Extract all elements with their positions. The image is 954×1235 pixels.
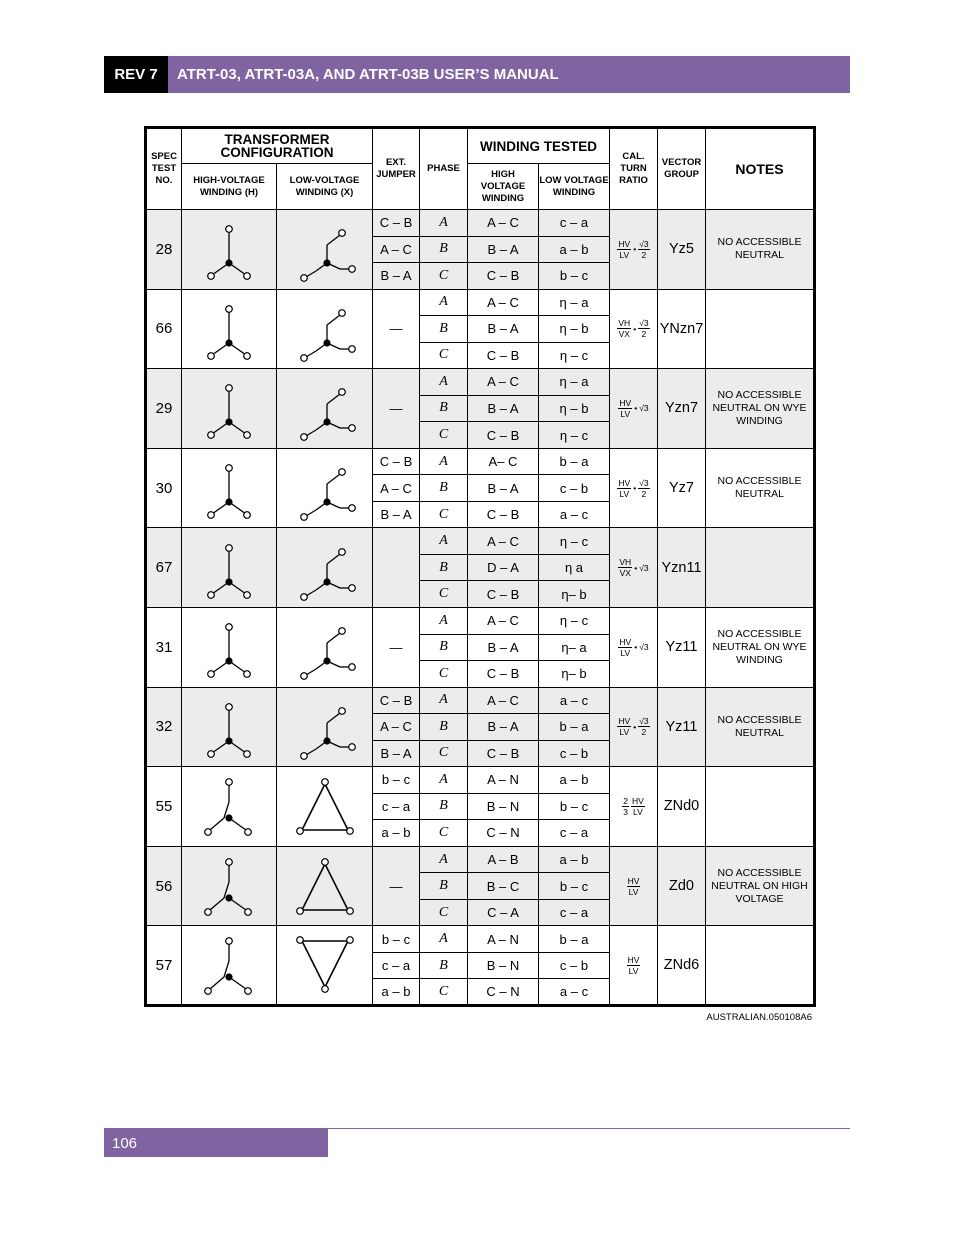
lv-winding-tested: η – c — [539, 342, 610, 369]
hv-winding-tested: A – N — [468, 767, 539, 794]
spec-test-number: 32 — [146, 687, 182, 767]
phase-cell: B — [420, 634, 468, 661]
phase-cell: C — [420, 740, 468, 767]
ratio-voltage-fraction: HV LV — [631, 795, 644, 817]
turn-ratio-formula: VH VX • √3 2 — [618, 318, 649, 340]
notes-cell: NO ACCESSIBLE NEUTRAL ON WYE WINDING — [706, 369, 815, 449]
lv-winding-diagram — [277, 369, 373, 449]
phase-cell: C — [420, 422, 468, 449]
ext-jumper-cell: c – a — [373, 793, 420, 820]
ratio-voltage-fraction: HV LV — [619, 397, 632, 419]
ext-jumper-cell: A – C — [373, 475, 420, 502]
turn-ratio-formula: VH VX • √3 — [619, 557, 649, 579]
ratio-voltage-fraction: HV LV — [627, 875, 640, 897]
col-cal-turn-ratio: CAL. TURN RATIO — [610, 128, 658, 210]
hv-winding-tested: B – C — [468, 873, 539, 900]
turn-ratio-formula: HV LV • √3 2 — [618, 477, 649, 499]
hv-winding-tested: A – C — [468, 369, 539, 396]
spec-test-number: 57 — [146, 926, 182, 1006]
phase-cell: A — [420, 767, 468, 794]
vector-group-cell: Yz11 — [658, 687, 706, 767]
ext-jumper-cell — [373, 528, 420, 608]
lv-winding-tested: b – c — [539, 873, 610, 900]
col-high-voltage-winding: HIGH VOLTAGE WINDING — [468, 164, 539, 210]
ext-jumper-cell: A – C — [373, 714, 420, 741]
lv-winding-diagram — [277, 607, 373, 687]
notes-cell: NO ACCESSIBLE NEUTRAL ON WYE WINDING — [706, 607, 815, 687]
ext-jumper-cell: B – A — [373, 263, 420, 290]
lv-winding-diagram — [277, 210, 373, 290]
spec-test-number: 56 — [146, 846, 182, 926]
turn-ratio-formula — [610, 955, 657, 976]
phase-cell: B — [420, 316, 468, 343]
turn-ratio-formula — [610, 796, 657, 817]
lv-winding-tested: a – b — [539, 767, 610, 794]
phase-cell: A — [420, 687, 468, 714]
phase-cell: A — [420, 607, 468, 634]
lv-winding-tested: η– a — [539, 634, 610, 661]
turn-ratio-cell — [610, 528, 658, 608]
hv-winding-diagram — [182, 210, 277, 290]
notes-cell — [706, 289, 815, 369]
table-row — [146, 926, 815, 953]
col-notes: NOTES — [706, 128, 815, 210]
ratio-root: √3 — [639, 642, 649, 653]
hv-winding-tested: A – C — [468, 687, 539, 714]
col-spec-test-no: SPEC TEST NO. — [146, 128, 182, 210]
turn-ratio-cell — [610, 687, 658, 767]
lv-winding-diagram — [277, 767, 373, 847]
ratio-voltage-fraction: HV LV — [619, 636, 632, 658]
lv-winding-tested: η– b — [539, 581, 610, 608]
hv-winding-tested: B – A — [468, 395, 539, 422]
vector-group-cell: Yz7 — [658, 448, 706, 528]
hv-winding-diagram — [182, 607, 277, 687]
ratio-root: √3 — [639, 403, 649, 414]
manual-title: ATRT-03, ATRT-03A, AND ATRT-03B USER’S MANUAL — [168, 56, 850, 93]
lv-winding-tested: a – b — [539, 236, 610, 263]
lv-winding-tested: b – a — [539, 448, 610, 475]
ratio-root: √3 — [639, 562, 649, 573]
lv-winding-tested: η– b — [539, 661, 610, 688]
lv-winding-tested: η – a — [539, 289, 610, 316]
vector-group-table — [144, 126, 816, 1007]
table-row — [146, 767, 815, 794]
ext-jumper-cell: a – b — [373, 979, 420, 1006]
ext-jumper-cell: a – b — [373, 820, 420, 847]
spec-test-number: 31 — [146, 607, 182, 687]
turn-ratio-cell — [610, 846, 658, 926]
vector-group-cell: Yz11 — [658, 607, 706, 687]
spec-test-number: 66 — [146, 289, 182, 369]
phase-cell: B — [420, 873, 468, 900]
lv-winding-tested: η – b — [539, 395, 610, 422]
table-row — [146, 687, 815, 714]
spec-test-number: 30 — [146, 448, 182, 528]
phase-cell: C — [420, 263, 468, 290]
hv-winding-tested: C – B — [468, 501, 539, 528]
hv-winding-tested: B – A — [468, 236, 539, 263]
ratio-root-fraction: √3 2 — [639, 477, 649, 499]
hv-winding-tested: C – B — [468, 342, 539, 369]
phase-cell: C — [420, 820, 468, 847]
ext-jumper-cell: — — [373, 369, 420, 449]
table-row — [146, 210, 815, 237]
hv-winding-tested: A – N — [468, 926, 539, 953]
phase-cell: B — [420, 793, 468, 820]
col-ext-jumper: EXT. JUMPER — [373, 128, 420, 210]
phase-cell: A — [420, 210, 468, 237]
ext-jumper-cell: B – A — [373, 501, 420, 528]
phase-cell: A — [420, 528, 468, 555]
ext-jumper-cell: C – B — [373, 687, 420, 714]
phase-cell: C — [420, 342, 468, 369]
col-transformer-configuration: TRANSFORMER CONFIGURATION — [182, 128, 373, 164]
phase-cell: C — [420, 899, 468, 926]
ratio-voltage-fraction: HV LV — [618, 477, 631, 499]
table-row — [146, 448, 815, 475]
notes-cell — [706, 767, 815, 847]
phase-cell: B — [420, 236, 468, 263]
page-header — [104, 56, 850, 93]
hv-winding-tested: C – B — [468, 422, 539, 449]
phase-cell: A — [420, 846, 468, 873]
hv-winding-tested: B – N — [468, 793, 539, 820]
hv-winding-tested: C – A — [468, 899, 539, 926]
lv-winding-tested: b – a — [539, 714, 610, 741]
phase-cell: B — [420, 714, 468, 741]
hv-winding-diagram — [182, 687, 277, 767]
lv-winding-diagram — [277, 846, 373, 926]
hv-winding-tested: A – C — [468, 607, 539, 634]
col-phase: PHASE — [420, 128, 468, 210]
lv-winding-tested: b – a — [539, 926, 610, 953]
col-lv-winding: LOW-VOLTAGE WINDING (X) — [277, 164, 373, 210]
hv-winding-tested: C – B — [468, 661, 539, 688]
col-hv-winding: HIGH-VOLTAGE WINDING (H) — [182, 164, 277, 210]
ext-jumper-cell: C – B — [373, 448, 420, 475]
table-row — [146, 528, 815, 555]
lv-winding-tested: η – b — [539, 316, 610, 343]
ratio-voltage-fraction: VH VX — [619, 557, 632, 579]
hv-winding-tested: C – N — [468, 979, 539, 1006]
ext-jumper-cell: b – c — [373, 926, 420, 953]
lv-winding-tested: η – a — [539, 369, 610, 396]
phase-cell: B — [420, 475, 468, 502]
hv-winding-diagram — [182, 528, 277, 608]
phase-cell: C — [420, 979, 468, 1006]
lv-winding-diagram — [277, 528, 373, 608]
lv-winding-tested: a – c — [539, 501, 610, 528]
hv-winding-tested: A – C — [468, 210, 539, 237]
turn-ratio-cell — [610, 926, 658, 1006]
hv-winding-diagram — [182, 369, 277, 449]
ratio-root-fraction: √3 2 — [639, 238, 649, 260]
spec-test-number: 28 — [146, 210, 182, 290]
hv-winding-diagram — [182, 767, 277, 847]
hv-winding-tested: D – A — [468, 554, 539, 581]
spec-test-number: 67 — [146, 528, 182, 608]
lv-winding-tested: b – c — [539, 263, 610, 290]
ratio-root-fraction: √3 2 — [639, 716, 649, 738]
lv-winding-tested: η a — [539, 554, 610, 581]
col-winding-tested: WINDING TESTED — [468, 128, 610, 164]
vector-group-cell: Yzn7 — [658, 369, 706, 449]
notes-cell: NO ACCESSIBLE NEUTRAL — [706, 210, 815, 290]
vector-group-cell: Yzn11 — [658, 528, 706, 608]
turn-ratio-formula: HV LV • √3 — [619, 397, 649, 419]
phase-cell: A — [420, 448, 468, 475]
hv-winding-tested: C – N — [468, 820, 539, 847]
turn-ratio-formula: HV LV • √3 — [619, 636, 649, 658]
phase-cell: A — [420, 926, 468, 953]
phase-cell: B — [420, 952, 468, 979]
phase-cell: C — [420, 581, 468, 608]
ratio-voltage-fraction: HV LV — [618, 238, 631, 260]
vector-group-cell: YNzn7 — [658, 289, 706, 369]
turn-ratio-cell — [610, 369, 658, 449]
hv-winding-tested: B – A — [468, 316, 539, 343]
turn-ratio-cell — [610, 289, 658, 369]
ratio-root-fraction: √3 2 — [639, 318, 649, 340]
lv-winding-tested: a – c — [539, 979, 610, 1006]
spec-test-number: 29 — [146, 369, 182, 449]
revision-label: REV 7 — [104, 56, 168, 93]
page-number: 106 — [104, 1129, 328, 1157]
phase-cell: B — [420, 395, 468, 422]
phase-cell: B — [420, 554, 468, 581]
lv-winding-tested: η – c — [539, 607, 610, 634]
phase-cell: C — [420, 501, 468, 528]
ext-jumper-cell: c – a — [373, 952, 420, 979]
lv-winding-tested: c – a — [539, 210, 610, 237]
phase-cell: A — [420, 369, 468, 396]
lv-winding-diagram — [277, 448, 373, 528]
lv-winding-diagram — [277, 926, 373, 1006]
lv-winding-tested: a – c — [539, 687, 610, 714]
hv-winding-tested: C – B — [468, 740, 539, 767]
figure-credit: AUSTRALIAN.050108A6 — [706, 1012, 812, 1023]
vector-group-cell: Zd0 — [658, 846, 706, 926]
ext-jumper-cell: — — [373, 289, 420, 369]
ext-jumper-cell: B – A — [373, 740, 420, 767]
turn-ratio-cell — [610, 767, 658, 847]
ratio-voltage-fraction: HV LV — [627, 954, 640, 976]
lv-winding-tested: η – c — [539, 422, 610, 449]
ratio-prefactor: 2 3 — [623, 795, 628, 817]
turn-ratio-cell — [610, 210, 658, 290]
ext-jumper-cell: — — [373, 846, 420, 926]
hv-winding-tested: A– C — [468, 448, 539, 475]
hv-winding-tested: A – C — [468, 289, 539, 316]
hv-winding-tested: B – A — [468, 714, 539, 741]
lv-winding-tested: c – b — [539, 740, 610, 767]
hv-winding-diagram — [182, 289, 277, 369]
lv-winding-tested: c – b — [539, 475, 610, 502]
lv-winding-tested: c – a — [539, 899, 610, 926]
ratio-voltage-fraction: VH VX — [618, 318, 631, 340]
lv-winding-tested: c – a — [539, 820, 610, 847]
hv-winding-tested: B – N — [468, 952, 539, 979]
hv-winding-tested: C – B — [468, 263, 539, 290]
lv-winding-tested: c – b — [539, 952, 610, 979]
lv-winding-tested: η – c — [539, 528, 610, 555]
phase-cell: C — [420, 661, 468, 688]
turn-ratio-formula: HV LV • √3 2 — [618, 238, 649, 260]
spec-test-number: 55 — [146, 767, 182, 847]
hv-winding-diagram — [182, 846, 277, 926]
col-vector-group: VECTOR GROUP — [658, 128, 706, 210]
lv-winding-tested: b – c — [539, 793, 610, 820]
phase-cell: A — [420, 289, 468, 316]
notes-cell: NO ACCESSIBLE NEUTRAL ON HIGH VOLTAGE — [706, 846, 815, 926]
hv-winding-tested: B – A — [468, 475, 539, 502]
ext-jumper-cell: b – c — [373, 767, 420, 794]
turn-ratio-cell — [610, 607, 658, 687]
table-row — [146, 289, 815, 316]
turn-ratio-cell — [610, 448, 658, 528]
notes-cell: NO ACCESSIBLE NEUTRAL — [706, 448, 815, 528]
turn-ratio-formula: HV LV • √3 2 — [618, 716, 649, 738]
table-row — [146, 846, 815, 873]
col-low-voltage-winding: LOW VOLTAGE WINDING — [539, 164, 610, 210]
notes-cell: NO ACCESSIBLE NEUTRAL — [706, 687, 815, 767]
hv-winding-tested: B – A — [468, 634, 539, 661]
lv-winding-tested: a – b — [539, 846, 610, 873]
hv-winding-diagram — [182, 448, 277, 528]
vector-group-cell: Yz5 — [658, 210, 706, 290]
lv-winding-diagram — [277, 289, 373, 369]
table-row — [146, 369, 815, 396]
hv-winding-diagram — [182, 926, 277, 1006]
notes-cell — [706, 528, 815, 608]
ext-jumper-cell: — — [373, 607, 420, 687]
ext-jumper-cell: A – C — [373, 236, 420, 263]
turn-ratio-formula — [610, 876, 657, 897]
vector-group-cell: ZNd0 — [658, 767, 706, 847]
ratio-voltage-fraction: HV LV — [618, 716, 631, 738]
ext-jumper-cell: C – B — [373, 210, 420, 237]
vector-group-cell: ZNd6 — [658, 926, 706, 1006]
table-row — [146, 607, 815, 634]
lv-winding-diagram — [277, 687, 373, 767]
notes-cell — [706, 926, 815, 1006]
hv-winding-tested: A – B — [468, 846, 539, 873]
hv-winding-tested: A – C — [468, 528, 539, 555]
hv-winding-tested: C – B — [468, 581, 539, 608]
